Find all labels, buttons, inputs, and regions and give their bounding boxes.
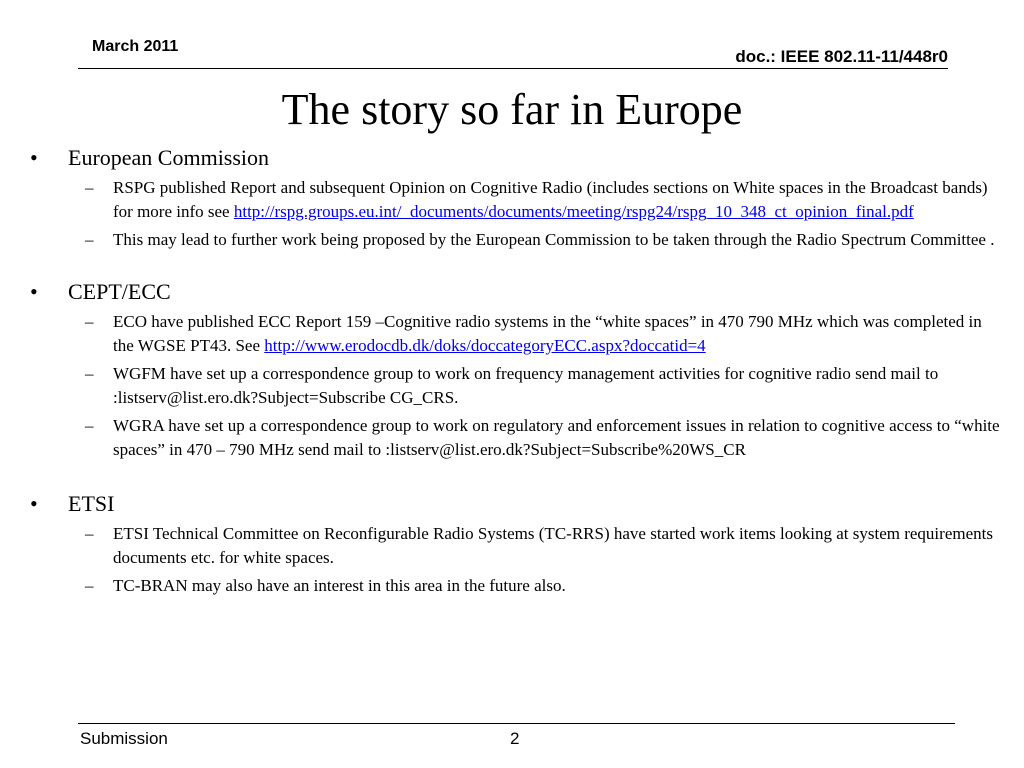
dash-icon: – xyxy=(85,364,94,383)
sub-bullet-text: TC-BRAN may also have an interest in this area in the future also. xyxy=(113,576,566,595)
bullet-heading xyxy=(30,490,1002,518)
sub-bullet xyxy=(30,176,1002,224)
slide-content xyxy=(30,144,1002,598)
header-date: March 2011 xyxy=(92,38,179,55)
sub-bullet-text: This may lead to further work being proposed by the European Commission to be taken through the Radio Spectrum Committee . xyxy=(113,230,995,249)
slide-title: The story so far in Europe xyxy=(281,85,743,134)
section-european-commission xyxy=(30,144,1002,252)
dash-icon: – xyxy=(85,230,94,249)
bullet-heading xyxy=(30,278,1002,306)
sub-bullet xyxy=(30,310,1002,358)
bullet-icon: • xyxy=(30,279,38,304)
section-cept-ecc xyxy=(30,278,1002,462)
bullet-icon: • xyxy=(30,491,38,516)
dash-icon: – xyxy=(85,312,94,331)
rspg-link[interactable]: http://rspg.groups.eu.int/_documents/documents/meeting/rspg24/rspg_10_348_ct_opinion_final.pdf xyxy=(233,202,914,221)
sub-bullet xyxy=(30,522,1002,570)
footer-submission: Submission xyxy=(80,729,168,748)
dash-icon: – xyxy=(85,178,94,197)
bullet-heading-text: ETSI xyxy=(68,491,115,516)
section-etsi xyxy=(30,490,1002,598)
page-number: 2 xyxy=(510,729,520,748)
sub-bullet xyxy=(30,574,1002,598)
bullet-icon: • xyxy=(30,145,38,170)
bullet-heading xyxy=(30,144,1002,172)
sub-bullet-text: ECO have published ECC Report 159 –Cognitive radio systems in the “white spaces” in 470 790 MHz which was completed in the WGSE PT43. See xyxy=(113,312,982,355)
sub-bullet xyxy=(30,414,1002,462)
header-divider xyxy=(78,68,948,69)
sub-bullet-text: WGFM have set up a correspondence group to work on frequency management activities for cognitive radio send mail to :listserv@list.ero.dk?Subject=Subscribe CG_CRS. xyxy=(113,364,939,407)
sub-bullet-text: WGRA have set up a correspondence group to work on regulatory and enforcement issues in relation to cognitive access to “white spaces” in 470 – 790 MHz send mail to :listserv@list.ero.dk?Subject=Subscribe%20WS_CR xyxy=(113,416,1000,459)
footer-divider xyxy=(78,723,955,724)
dash-icon: – xyxy=(85,524,94,543)
sub-bullet-text: ETSI Technical Committee on Reconfigurable Radio Systems (TC-RRS) have started work items looking at system requirements documents etc. for white spaces. xyxy=(113,524,993,567)
bullet-heading-text: European Commission xyxy=(68,145,270,170)
sub-bullet xyxy=(30,362,1002,410)
bullet-heading-text: CEPT/ECC xyxy=(68,279,171,304)
dash-icon: – xyxy=(85,416,94,435)
header-doc-id: doc.: IEEE 802.11-11/448r0 xyxy=(735,47,948,66)
dash-icon: – xyxy=(85,576,94,595)
sub-bullet-text: RSPG published Report and subsequent Opinion on Cognitive Radio (includes sections on White spaces in the Broadcast bands) for more info see xyxy=(113,178,988,221)
erodocdb-link[interactable]: http://www.erodocdb.dk/doks/doccategoryECC.aspx?doccatid=4 xyxy=(264,336,706,355)
sub-bullet xyxy=(30,228,1002,252)
